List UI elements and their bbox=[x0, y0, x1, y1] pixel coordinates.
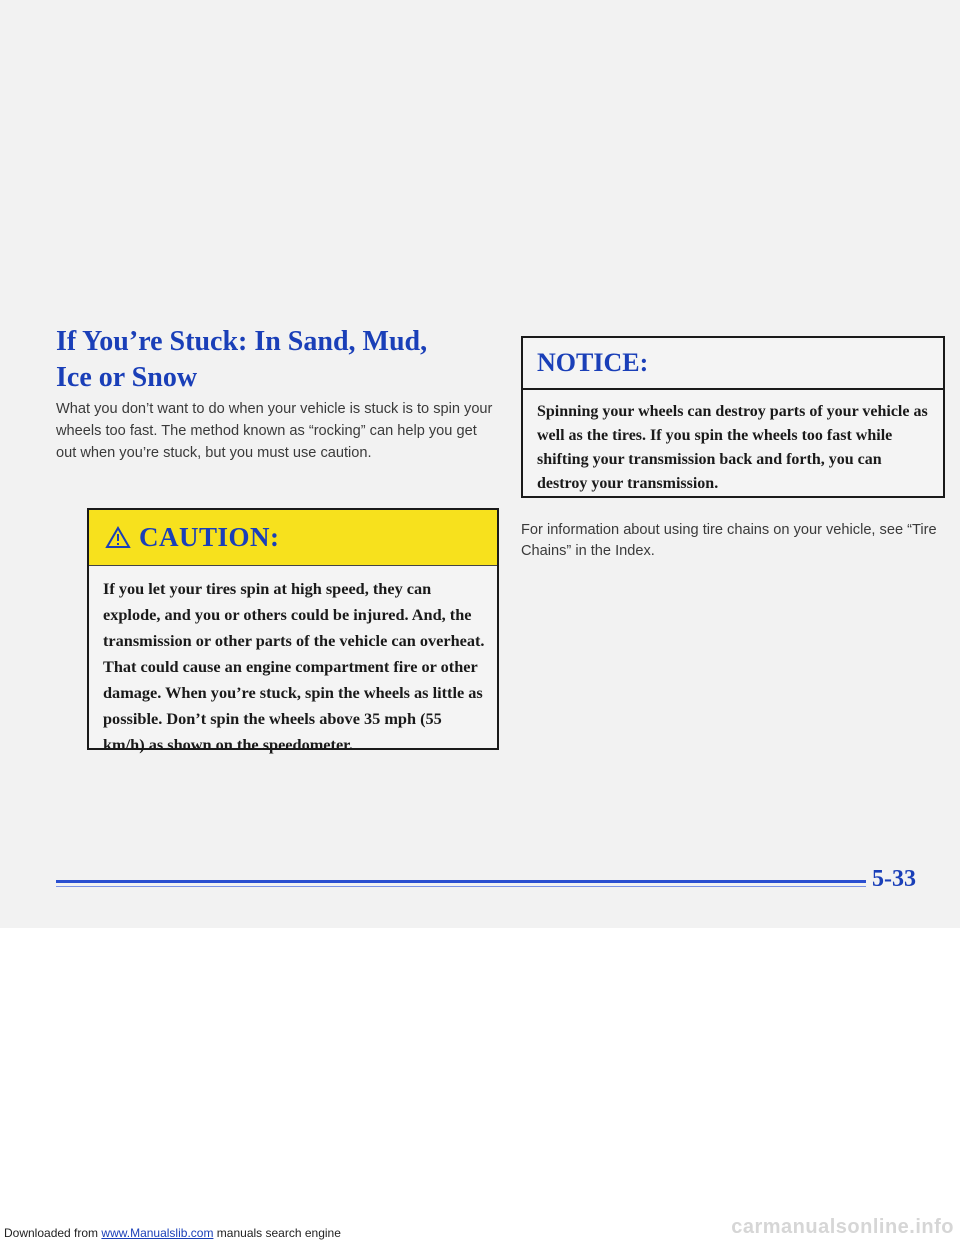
footer-rule bbox=[56, 880, 866, 883]
footer-rule-thin bbox=[56, 886, 866, 887]
section-title-line-2: Ice or Snow bbox=[56, 362, 198, 393]
caution-header bbox=[89, 510, 497, 566]
tire-chains-paragraph: For information about using tire chains on your vehicle, see “Tire Chains” in the Index. bbox=[521, 522, 937, 559]
download-attribution bbox=[4, 1226, 341, 1240]
caution-text: If you let your tires spin at high speed, they can explode, and you or others could be injured. And, the transmission or other parts of the vehicle can overheat. That could cause an engine compartment fire or other damage. When you’re stuck, spin the wheels as little as possible. Don’t spin the wheels above 35 mph (55 km/h) as shown on the speedometer. bbox=[103, 579, 485, 754]
notice-header bbox=[523, 338, 943, 390]
section-title-line-1: If You’re Stuck: In Sand, Mud, bbox=[56, 326, 428, 357]
caution-box bbox=[87, 508, 499, 754]
download-suffix: manuals search engine bbox=[216, 1226, 341, 1240]
notice-title: NOTICE: bbox=[537, 348, 649, 377]
warning-triangle-icon bbox=[105, 526, 131, 549]
manualslib-link[interactable]: www.Manualslib.com bbox=[101, 1226, 214, 1240]
notice-text: Spinning your wheels can destroy parts of your vehicle as well as the tires. If you spin the wheels too fast while shifting your transmission back and forth, you can destroy your transmission. bbox=[537, 403, 928, 492]
caution-title: CAUTION: bbox=[139, 522, 280, 552]
section-title bbox=[56, 324, 486, 396]
page-number: 5-33 bbox=[872, 866, 916, 892]
watermark: carmanualsonline.info bbox=[731, 1216, 954, 1238]
download-prefix: Downloaded from bbox=[4, 1226, 99, 1240]
intro-paragraph: What you don’t want to do when your vehicle is stuck is to spin your wheels too fast. The method known as “rocking” can help you get out when you’re stuck, but you must use caution. bbox=[56, 401, 493, 461]
notice-box bbox=[521, 336, 945, 498]
